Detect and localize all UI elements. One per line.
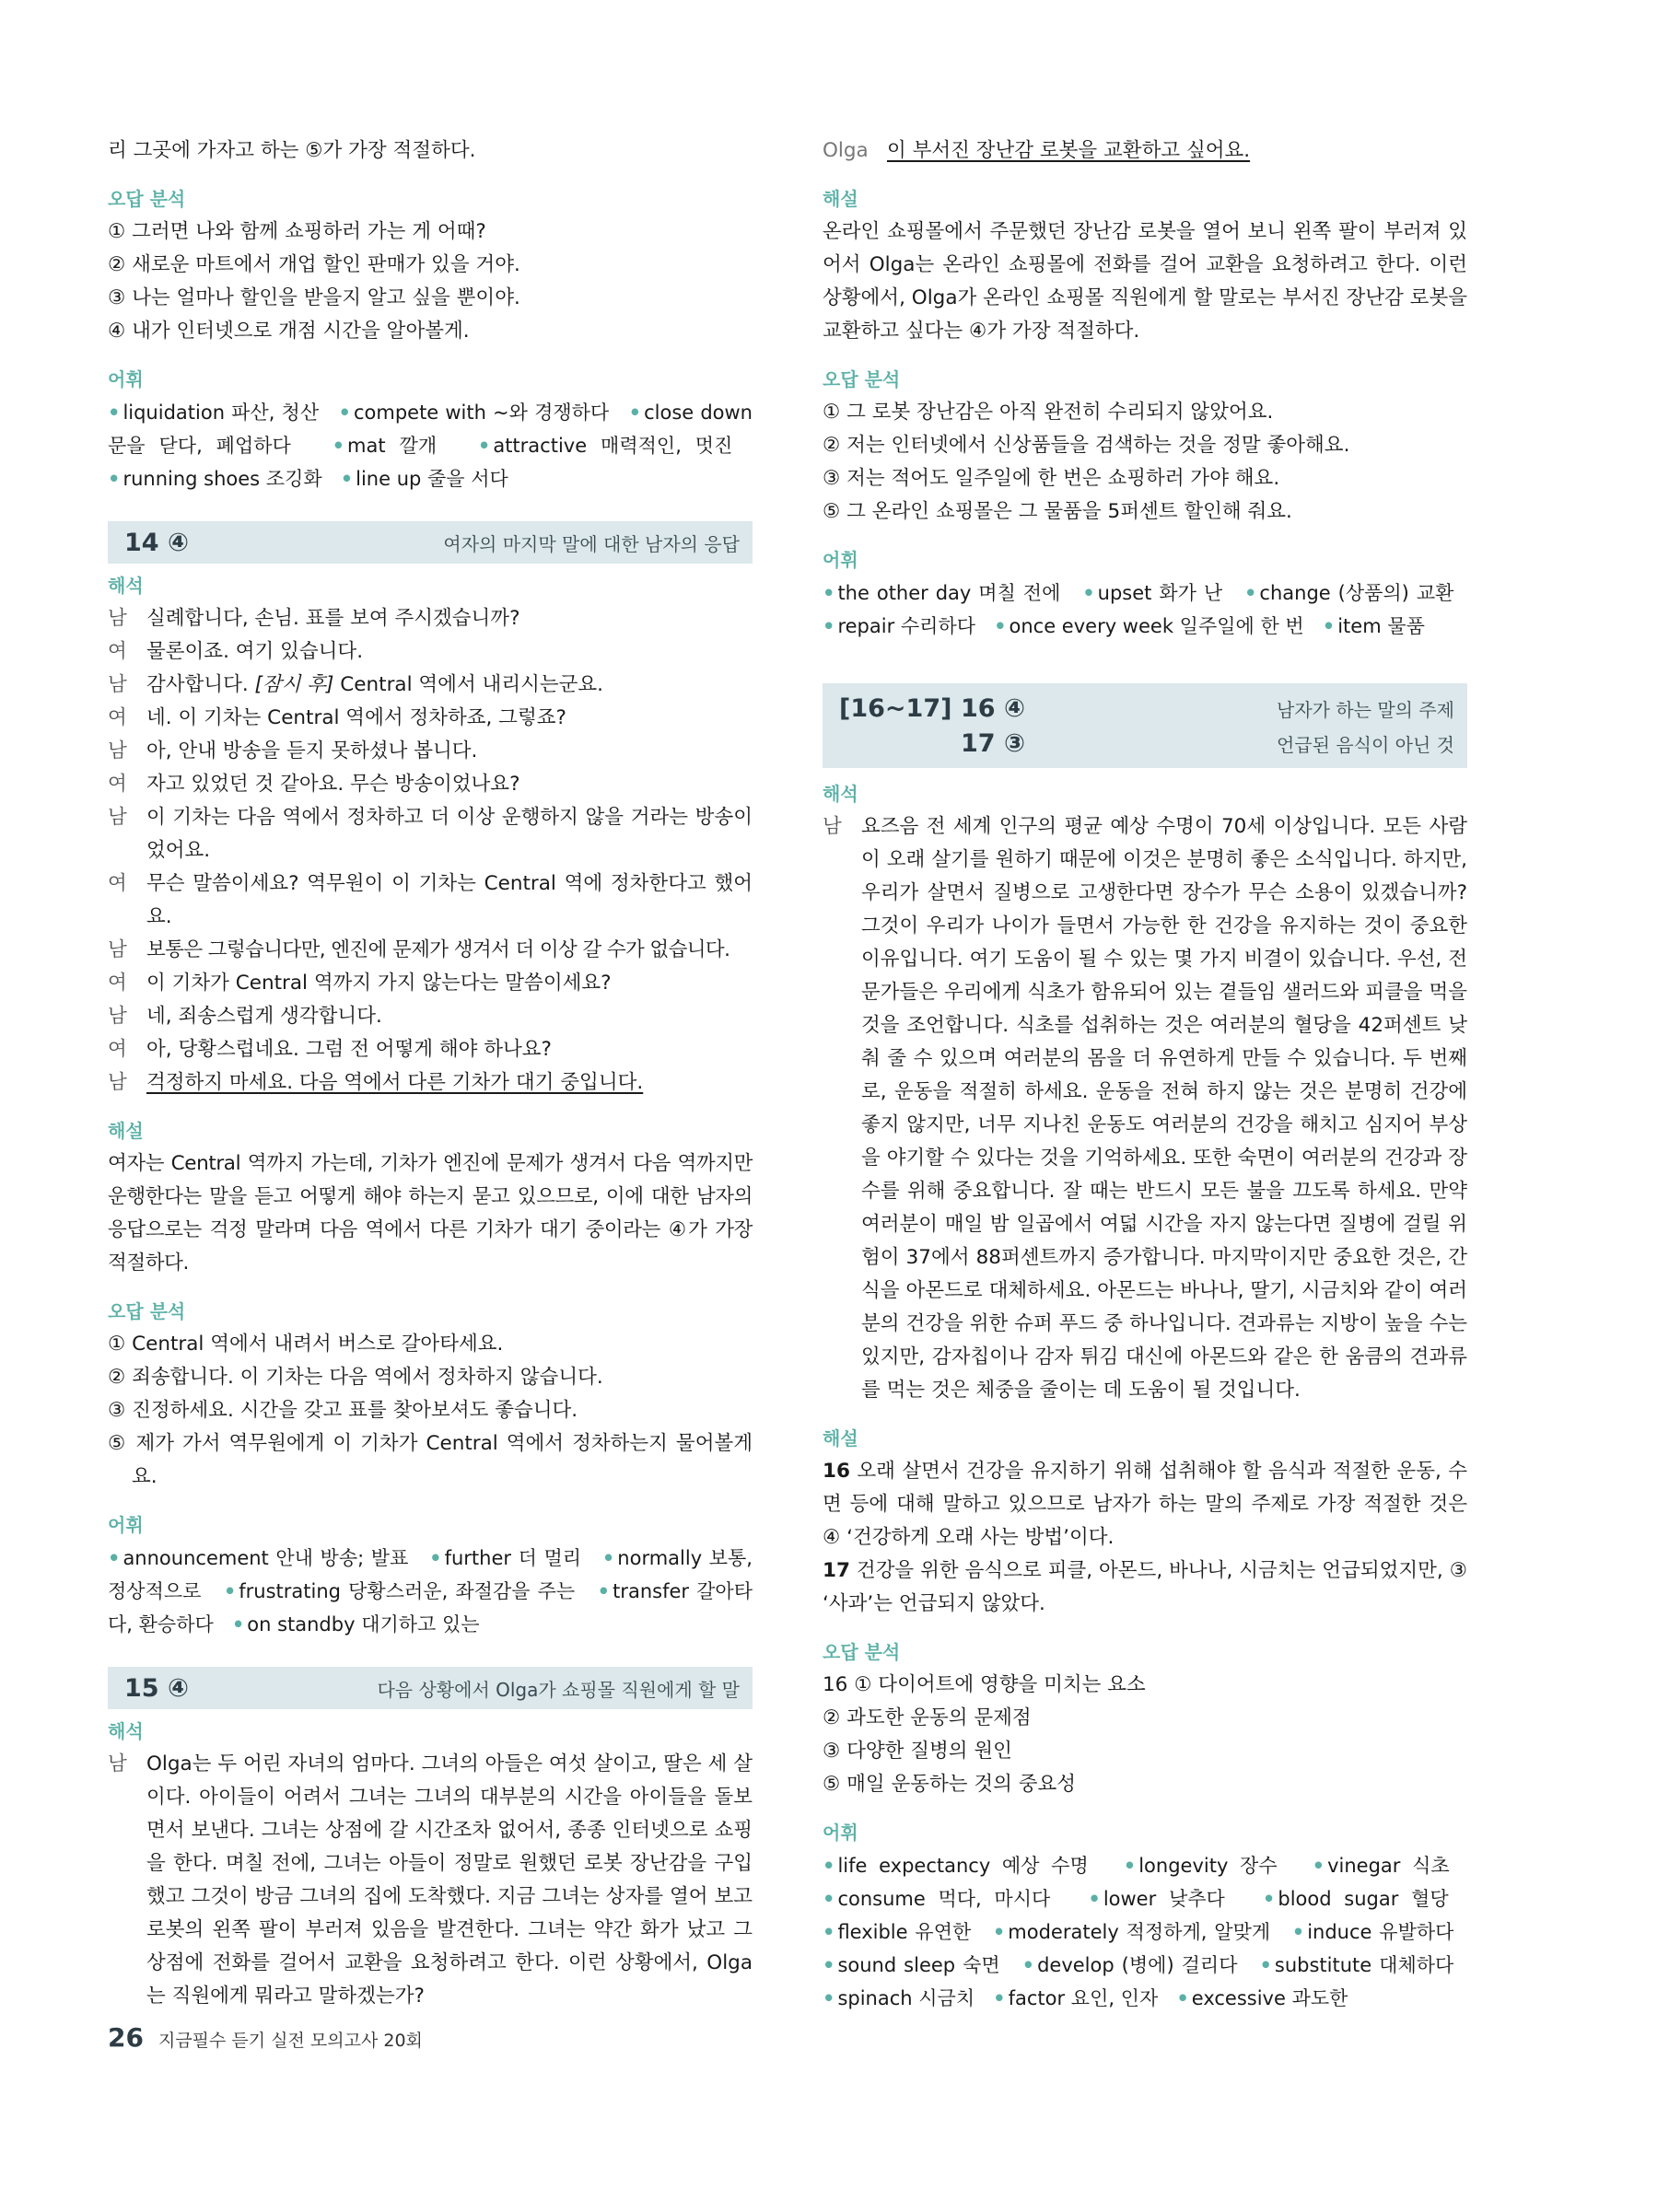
utterance: 네, 죄송스럽게 생각합니다.: [146, 1005, 382, 1028]
q16-vocab-list: [823, 1849, 1467, 2015]
utterance: 아, 안내 방송을 듣지 못하셨나 봅니다.: [146, 739, 478, 763]
dialog-line: [108, 768, 753, 801]
bullet-icon: •: [823, 1921, 835, 1943]
vocab-item: life expectancy 예상 수명: [837, 1855, 1089, 1877]
dialog-line: [108, 735, 753, 768]
vocab-item: change (상품의) 교환: [1259, 582, 1454, 604]
speaker: 남: [108, 673, 127, 696]
q16-wrong-item: ⑤ 매일 운동하는 것의 중요성: [823, 1773, 1077, 1796]
utterance: [146, 669, 753, 702]
bullet-icon: •: [340, 468, 354, 490]
vocab-item: longevity 장수: [1138, 1855, 1278, 1877]
q14-wrong-list: [108, 1328, 753, 1494]
q14-wrong-item: ② 죄송합니다. 이 기차는 다음 역에서 정차하지 않습니다.: [108, 1366, 603, 1389]
bullet-icon: •: [823, 1987, 835, 2009]
q14-topic: 여자의 마지막 말에 대한 남자의 응답: [443, 532, 740, 555]
q14-dialog: [108, 602, 753, 1100]
vocab-item: factor 요인, 인자: [1008, 1987, 1159, 2009]
vocab-item: excessive 과도한: [1191, 1987, 1348, 2009]
q17-topic: 언급된 음식이 아닌 것: [1277, 733, 1454, 756]
vocab-item: consume 먹다, 마시다: [837, 1888, 1051, 1910]
q13-vocab-list: [108, 396, 753, 495]
right-column: [823, 134, 1467, 2015]
bullet-icon: •: [1021, 1954, 1035, 1976]
q15-topic: 다음 상황에서 Olga가 쇼핑몰 직원에게 할 말: [377, 1678, 740, 1701]
speaker: 여: [108, 972, 127, 995]
intro-line: 리 그곳에 가자고 하는 ⑤가 가장 적절하다.: [108, 139, 476, 162]
q14-wrong-item: ⑤ 제가 가서 역무원에게 이 기차가 Central 역에서 정차하는지 물어볼게요.: [108, 1432, 753, 1488]
page-number: 26: [108, 2022, 144, 2053]
speaker: 여: [108, 872, 127, 895]
utterance: 자고 있었던 것 같아요. 무슨 방송이었나요?: [146, 773, 520, 796]
utterance: 네. 이 기차는 Central 역에서 정차하죠, 그렇죠?: [146, 706, 566, 729]
bullet-icon: •: [1322, 615, 1336, 637]
q16-explanation: [823, 1455, 1467, 1554]
q16-label: 16: [823, 1460, 850, 1483]
q15-answer-line: [823, 134, 1467, 168]
speaker: 남: [108, 1071, 127, 1094]
vocab-item: blood sugar 혈당: [1278, 1888, 1449, 1910]
bullet-icon: •: [823, 1888, 835, 1910]
q15-script: [108, 1748, 753, 2013]
bullet-icon: •: [429, 1547, 442, 1569]
dialog-line: [108, 867, 753, 934]
speaker: 여: [108, 1038, 127, 1061]
bullet-icon: •: [1291, 1921, 1305, 1943]
bullet-icon: •: [823, 1855, 835, 1877]
speaker: 남: [108, 607, 127, 630]
q14-script-title: 해석: [108, 575, 144, 597]
vocab-item: vinegar 식초: [1327, 1855, 1450, 1877]
q15-wrong-item: ② 저는 인터넷에서 신상품들을 검색하는 것을 정말 좋아해요.: [823, 434, 1350, 457]
vocab-item: transfer 갈아타다, 환승하다: [108, 1580, 753, 1636]
q16-expl-text: 오래 살면서 건강을 유지하기 위해 섭취해야 할 음식과 적절한 운동, 수면 등에 대해 말하고 있으므로 남자가 하는 말의 주제로 가장 적절한 것은 ④ ‘건강하게 오래 사는 방법’이다.: [823, 1460, 1467, 1549]
dialog-line: [108, 602, 753, 635]
vocab-item: flexible 유연한: [837, 1921, 972, 1943]
vocab-item: normally 보통, 정상적으로: [108, 1547, 753, 1602]
dialog-line: [108, 669, 753, 702]
q13-wrong-title: 오답 분석: [108, 188, 186, 210]
bullet-icon: •: [1088, 1888, 1101, 1910]
utterance: 보통은 그렇습니다만, 엔진에 문제가 생겨서 더 이상 갈 수가 없습니다.: [146, 938, 730, 961]
bullet-icon: •: [477, 435, 491, 457]
bullet-icon: •: [597, 1580, 611, 1602]
speaker: 남: [108, 806, 127, 829]
q15-expl-title: 해설: [823, 188, 858, 210]
answer-underline: 이 부서진 장난감 로봇을 교환하고 싶어요.: [887, 139, 1251, 162]
dialog-line: [108, 702, 753, 735]
q14-vocab-title: 어휘: [108, 1514, 144, 1536]
q16-vocab-title: 어휘: [823, 1822, 858, 1844]
speaker: 남: [108, 739, 127, 763]
q14-header: [108, 521, 753, 564]
q14-number: 14 ④: [124, 528, 189, 557]
bullet-icon: •: [993, 1987, 1006, 2009]
dialog-line: [108, 635, 753, 669]
bullet-icon: •: [1259, 1954, 1272, 1976]
vocab-item: further 더 멀리: [444, 1547, 582, 1569]
bullet-icon: •: [231, 1613, 245, 1636]
q16-17-header: [823, 683, 1467, 768]
book-title: 지금필수 듣기 실전 모의고사 20회: [158, 2031, 423, 2051]
vocab-item: attractive 매력적인, 멋진: [493, 435, 733, 457]
left-column: [108, 134, 753, 2013]
q17-number: 17 ③: [961, 728, 1025, 758]
vocab-item: moderately 적정하게, 알맞게: [1008, 1921, 1271, 1943]
utterance-part: Central 역에서 내리시는군요.: [340, 673, 604, 696]
q15-wrong-item: ⑤ 그 온라인 쇼핑몰은 그 물품을 5퍼센트 할인해 줘요.: [823, 500, 1292, 523]
q16-number: 16 ④: [961, 693, 1025, 723]
vocab-item: sound sleep 숙면: [837, 1954, 1000, 1976]
bullet-icon: •: [223, 1580, 237, 1602]
vocab-item: liquidation 파산, 청산: [123, 402, 320, 424]
vocab-item: frustrating 당황스러운, 좌절감을 주는: [239, 1580, 576, 1602]
vocab-item: spinach 시금치: [837, 1987, 975, 2009]
bullet-icon: •: [992, 1921, 1006, 1943]
bullet-icon: •: [628, 402, 642, 424]
q14-explanation: 여자는 Central 역까지 가는데, 기차가 엔진에 문제가 생겨서 다음 역까지만 운행한다는 말을 듣고 어떻게 해야 하는지 묻고 있으므로, 이에 대한 남자의 응답으로는 걱정 말라며 다음 역에서 다른 기차가 대기 중이라는 ④가 가장 적절하다.: [108, 1152, 753, 1275]
speaker: 남: [108, 1005, 127, 1028]
q16-topic: 남자가 하는 말의 주제: [1277, 698, 1454, 721]
vocab-item: close down 문을 닫다, 폐업하다: [108, 402, 753, 457]
answer-underline: 걱정하지 마세요. 다음 역에서 다른 기차가 대기 중입니다.: [146, 1071, 644, 1094]
q15-explanation: 온라인 쇼핑몰에서 주문했던 장난감 로봇을 열어 보니 왼쪽 팔이 부러져 있어서 Olga는 온라인 쇼핑몰에 전화를 걸어 교환을 요청하려고 한다. 이런 상황에서, Olga가 온라인 쇼핑몰 직원에게 할 말로는 부서진 장난감 로봇을 교환하고 싶다는 ④가 가장 적절하다.: [823, 220, 1467, 343]
bullet-icon: •: [601, 1547, 615, 1569]
bullet-icon: •: [338, 402, 351, 424]
dialog-line: [108, 1066, 753, 1100]
q15-wrong-list: [823, 396, 1467, 529]
vocab-item: line up 줄을 서다: [356, 468, 508, 490]
vocab-item: lower 낮추다: [1103, 1888, 1225, 1910]
vocab-item: repair 수리하다: [837, 615, 976, 637]
q15-script-title: 해석: [108, 1720, 144, 1742]
q17-label: 17: [823, 1559, 850, 1582]
q15-vocab-list: [823, 576, 1467, 643]
utterance: 실례합니다, 손님. 표를 보여 주시겠습니까?: [146, 607, 520, 630]
vocab-item: compete with ~와 경쟁하다: [353, 402, 610, 424]
utterance: 물론이죠. 여기 있습니다.: [146, 640, 364, 663]
q16-wrong-list: [823, 1669, 1467, 1801]
q16-expl-title: 해설: [823, 1427, 858, 1449]
speaker: 여: [108, 706, 127, 729]
q13-wrong-item: ② 새로운 마트에서 개업 할인 판매가 있을 거야.: [108, 253, 520, 276]
q16-wrong-title: 오답 분석: [823, 1641, 901, 1663]
dialog-line: [108, 934, 753, 967]
q14-wrong-item: ③ 진정하세요. 시간을 갖고 표를 찾아보셔도 좋습니다.: [108, 1399, 578, 1422]
vocab-item: announcement 안내 방송; 발표: [123, 1547, 409, 1569]
q13-wrong-list: [108, 215, 753, 348]
q13-vocab-title: 어휘: [108, 368, 144, 390]
vocab-item: induce 유발하다: [1307, 1921, 1454, 1943]
vocab-item: on standby 대기하고 있는: [247, 1613, 480, 1636]
bullet-icon: •: [108, 1547, 121, 1569]
dialog-line: [108, 1000, 753, 1033]
q17-expl-text: 건강을 위한 음식으로 피클, 아몬드, 바나나, 시금치는 언급되었지만, ③ ‘사과’는 언급되지 않았다.: [823, 1559, 1467, 1615]
utterance: 무슨 말씀이세요? 역무원이 이 기차는 Central 역에 정차한다고 했어요.: [146, 872, 753, 928]
q15-header: [108, 1667, 753, 1709]
dialog-line: [108, 1033, 753, 1066]
bullet-icon: •: [1262, 1888, 1276, 1910]
q17-explanation: [823, 1554, 1467, 1621]
speaker: 여: [108, 773, 127, 796]
vocab-item: the other day 며칠 전에: [837, 582, 1061, 604]
bullet-icon: •: [1312, 1855, 1325, 1877]
speaker: 남: [108, 938, 127, 961]
bullet-icon: •: [332, 435, 345, 457]
bullet-icon: •: [823, 1954, 835, 1976]
bullet-icon: •: [108, 468, 121, 490]
utterance: 이 기차가 Central 역까지 가지 않는다는 말씀이세요?: [146, 972, 612, 995]
utterance: 이 기차는 다음 역에서 정차하고 더 이상 운행하지 않을 거라는 방송이었어요.: [146, 806, 753, 862]
q-group-label: [16~17]: [839, 693, 952, 723]
vocab-item: item 물품: [1337, 615, 1425, 637]
vocab-item: once every week 일주일에 한 번: [1009, 615, 1304, 637]
page-footer: [108, 2022, 423, 2053]
q13-wrong-item: ③ 나는 얼마나 할인을 받을지 알고 싶을 뿐이야.: [108, 286, 520, 309]
speaker: 남: [823, 815, 842, 838]
utterance: [146, 1066, 753, 1100]
utterance: 아, 당황스럽네요. 그럼 전 어떻게 해야 하나요?: [146, 1038, 552, 1061]
vocab-item: running shoes 조깅화: [123, 468, 322, 490]
vocab-item: mat 깔개: [347, 435, 438, 457]
speaker: 남: [108, 1752, 127, 1775]
q16-wrong-item: 16 ① 다이어트에 영향을 미치는 요소: [823, 1673, 1146, 1696]
bullet-icon: •: [1176, 1987, 1189, 2009]
q15-wrong-item: ① 그 로봇 장난감은 아직 완전히 수리되지 않았어요.: [823, 401, 1274, 424]
q14-wrong-title: 오답 분석: [108, 1300, 186, 1322]
dialog-line: [108, 801, 753, 867]
q16-wrong-item: ③ 다양한 질병의 원인: [823, 1740, 1012, 1763]
utterance-part: 감사합니다.: [146, 673, 249, 696]
bullet-icon: •: [823, 615, 835, 637]
q14-wrong-item: ① Central 역에서 내려서 버스로 갈아타세요.: [108, 1333, 504, 1356]
q16-row: [839, 691, 1454, 726]
dialog-line: [108, 967, 753, 1000]
q14-expl-title: 해설: [108, 1120, 144, 1142]
q17-row: [839, 726, 1454, 761]
q16-wrong-item: ② 과도한 운동의 문제점: [823, 1706, 1032, 1729]
stage-direction: [잠시 후]: [254, 673, 334, 696]
speaker: 여: [108, 640, 127, 663]
bullet-icon: •: [1243, 582, 1257, 604]
bullet-icon: •: [823, 582, 835, 604]
bullet-icon: •: [994, 615, 1007, 637]
q13-wrong-item: ④ 내가 인터넷으로 개점 시간을 알아볼게.: [108, 320, 470, 343]
q14-vocab-list: [108, 1542, 753, 1641]
bullet-icon: •: [1082, 582, 1095, 604]
q16-script: [823, 810, 1467, 1407]
q15-wrong-item: ③ 저는 적어도 일주일에 한 번은 쇼핑하러 가야 해요.: [823, 467, 1280, 490]
q15-vocab-title: 어휘: [823, 549, 858, 571]
bullet-icon: •: [108, 402, 121, 424]
q16-script-title: 해석: [823, 783, 858, 805]
monologue: 요즈음 전 세계 인구의 평균 예상 수명이 70세 이상입니다. 모든 사람이 오래 살기를 원하기 때문에 이것은 분명히 좋은 소식입니다. 하지만, 우리가 살면서 질병으로 고생한다면 장수가 무슨 소용이 있겠습니까? 그것이 우리가 나이가 들면서 가능한 한 건강을 유지하는 것이 중요한 이유입니다. 여기 도움이 될 수 있는 몇 가지 비결이 있습니다. 우선, 전문가들은 우리에게 식초가 함유되어 있는 곁들임 샐러드와 피클을 먹을 것을 조언합니다. 식초를 섭취하는 것은 여러분의 혈당을 42퍼센트 낮춰 줄 수 있으며 여러분의 몸을 더 유연하게 만들 수 있습니다. 두 번째로, 운동을 적절히 하세요. 운동을 전혀 하지 않는 것은 분명히 건강에 좋지 않지만, 너무 지나친 운동도 여러분의 건강을 해치고 심지어 부상을 야기할 수 있다는 것을 기억하세요. 또한 숙면이 여러분의 건강과 장수를 위해 중요합니다. 잘 때는 반드시 모든 불을 끄도록 하세요. 만약 여러분이 매일 밤 일곱에서 여덟 시간을 자지 않는다면 질병에 걸릴 위험이 37에서 88퍼센트까지 증가합니다. 마지막이지만 중요한 것은, 간식을 아몬드로 대체하세요. 아몬드는 바나나, 딸기, 시금치와 같이 여러분의 건강을 위한 슈퍼 푸드 중 하나입니다. 견과류는 지방이 높을 수는 있지만, 감자칩이나 감자 튀김 대신에 아몬드와 같은 한 움큼의 견과류를 먹는 것은 체중을 줄이는 데 도움이 될 것입니다.: [861, 815, 1467, 1402]
vocab-item: develop (병에) 걸리다: [1037, 1954, 1238, 1976]
vocab-item: substitute 대체하다: [1274, 1954, 1454, 1976]
q15-number: 15 ④: [124, 1673, 189, 1703]
q15-wrong-title: 오답 분석: [823, 368, 901, 390]
monologue: Olga는 두 어린 자녀의 엄마다. 그녀의 아들은 여섯 살이고, 딸은 세 살이다. 아이들이 어려서 그녀는 그녀의 대부분의 시간을 아이들을 돌보면서 보낸다. 그녀는 상점에 갈 시간조차 없어서, 종종 인터넷으로 쇼핑을 한다. 며칠 전에, 그녀는 아들이 정말로 원했던 로봇 장난감을 구입했고 그것이 방금 그녀의 집에 도착했다. 지금 그녀는 상자를 열어 보고 로봇의 왼쪽 팔이 부러져 있음을 발견한다. 그녀는 약간 화가 났고 그 상점에 전화를 걸어서 교환을 요청하려고 한다. 이런 상황에서, Olga는 직원에게 뭐라고 말하겠는가?: [146, 1752, 753, 2008]
bullet-icon: •: [1123, 1855, 1137, 1877]
speaker: Olga: [823, 139, 869, 162]
q13-wrong-item: ① 그러면 나와 함께 쇼핑하러 가는 게 어때?: [108, 220, 486, 243]
vocab-item: upset 화가 난: [1097, 582, 1223, 604]
